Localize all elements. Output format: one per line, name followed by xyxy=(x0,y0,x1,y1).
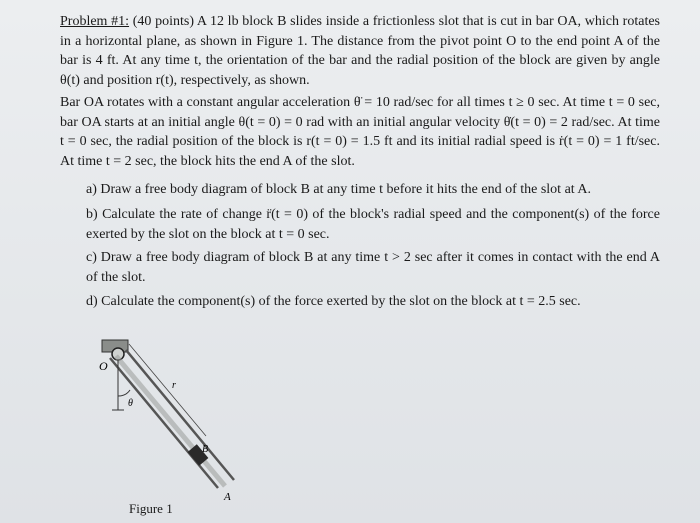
bar-edge-right xyxy=(126,350,234,480)
label-o: O xyxy=(99,359,108,373)
problem-conditions: Bar OA rotates with a constant angular acceleration θ̈ = 10 rad/sec for all times t ≥ 0 sec. At time t = 0 sec, bar OA starts at an initial angle θ(t = 0) = 0 rad with an initial angular velocity θ̇(t = 0) = 2 rad/sec. At time t = 0 sec, the radial position of the block is r(t = 0) = 1.5 ft and its initial radial speed is ṙ(t = 0) = 1 ft/sec. At time t = 2 sec, the block hits the end A of the slot. xyxy=(60,95,660,169)
theta-arc xyxy=(118,390,130,396)
question-b: b) Calculate the rate of change r̈(t = 0) of the block's radial speed and the component(s) of the force exerted by the slot on the block at t = 0 sec. xyxy=(86,207,660,242)
label-theta: θ xyxy=(128,398,133,409)
figure-1-diagram xyxy=(96,330,256,520)
label-r: r xyxy=(172,380,176,391)
problem-intro-text: (40 points) A 12 lb block B slides inside a frictionless slot that is cut in bar OA, which rotates in a horizontal plane, as shown in Figure 1. The distance from the pivot point O to the end point A of the bar is 4 ft. At any time t, the orientation of the bar and the radial position of the block are given by angle θ(t) and position r(t), respectively, as shown. xyxy=(60,14,660,88)
bar-edge-left xyxy=(110,358,218,488)
figure-caption: Figure 1 xyxy=(129,501,173,516)
label-a: A xyxy=(224,491,231,503)
question-c: c) Draw a free body diagram of block B at any time t > 2 sec after it comes in contact with the end A of the slot. xyxy=(86,250,660,285)
problem-intro xyxy=(60,12,660,90)
radial-dimension-line xyxy=(129,344,206,436)
label-b: B xyxy=(202,444,209,455)
problem-heading: Problem #1: xyxy=(60,14,130,29)
slot xyxy=(116,356,225,486)
question-d: d) Calculate the component(s) of the force exerted by the slot on the block at t = 2.5 sec. xyxy=(86,294,581,309)
question-a: a) Draw a free body diagram of block B at any time t before it hits the end of the slot at A. xyxy=(86,182,592,197)
